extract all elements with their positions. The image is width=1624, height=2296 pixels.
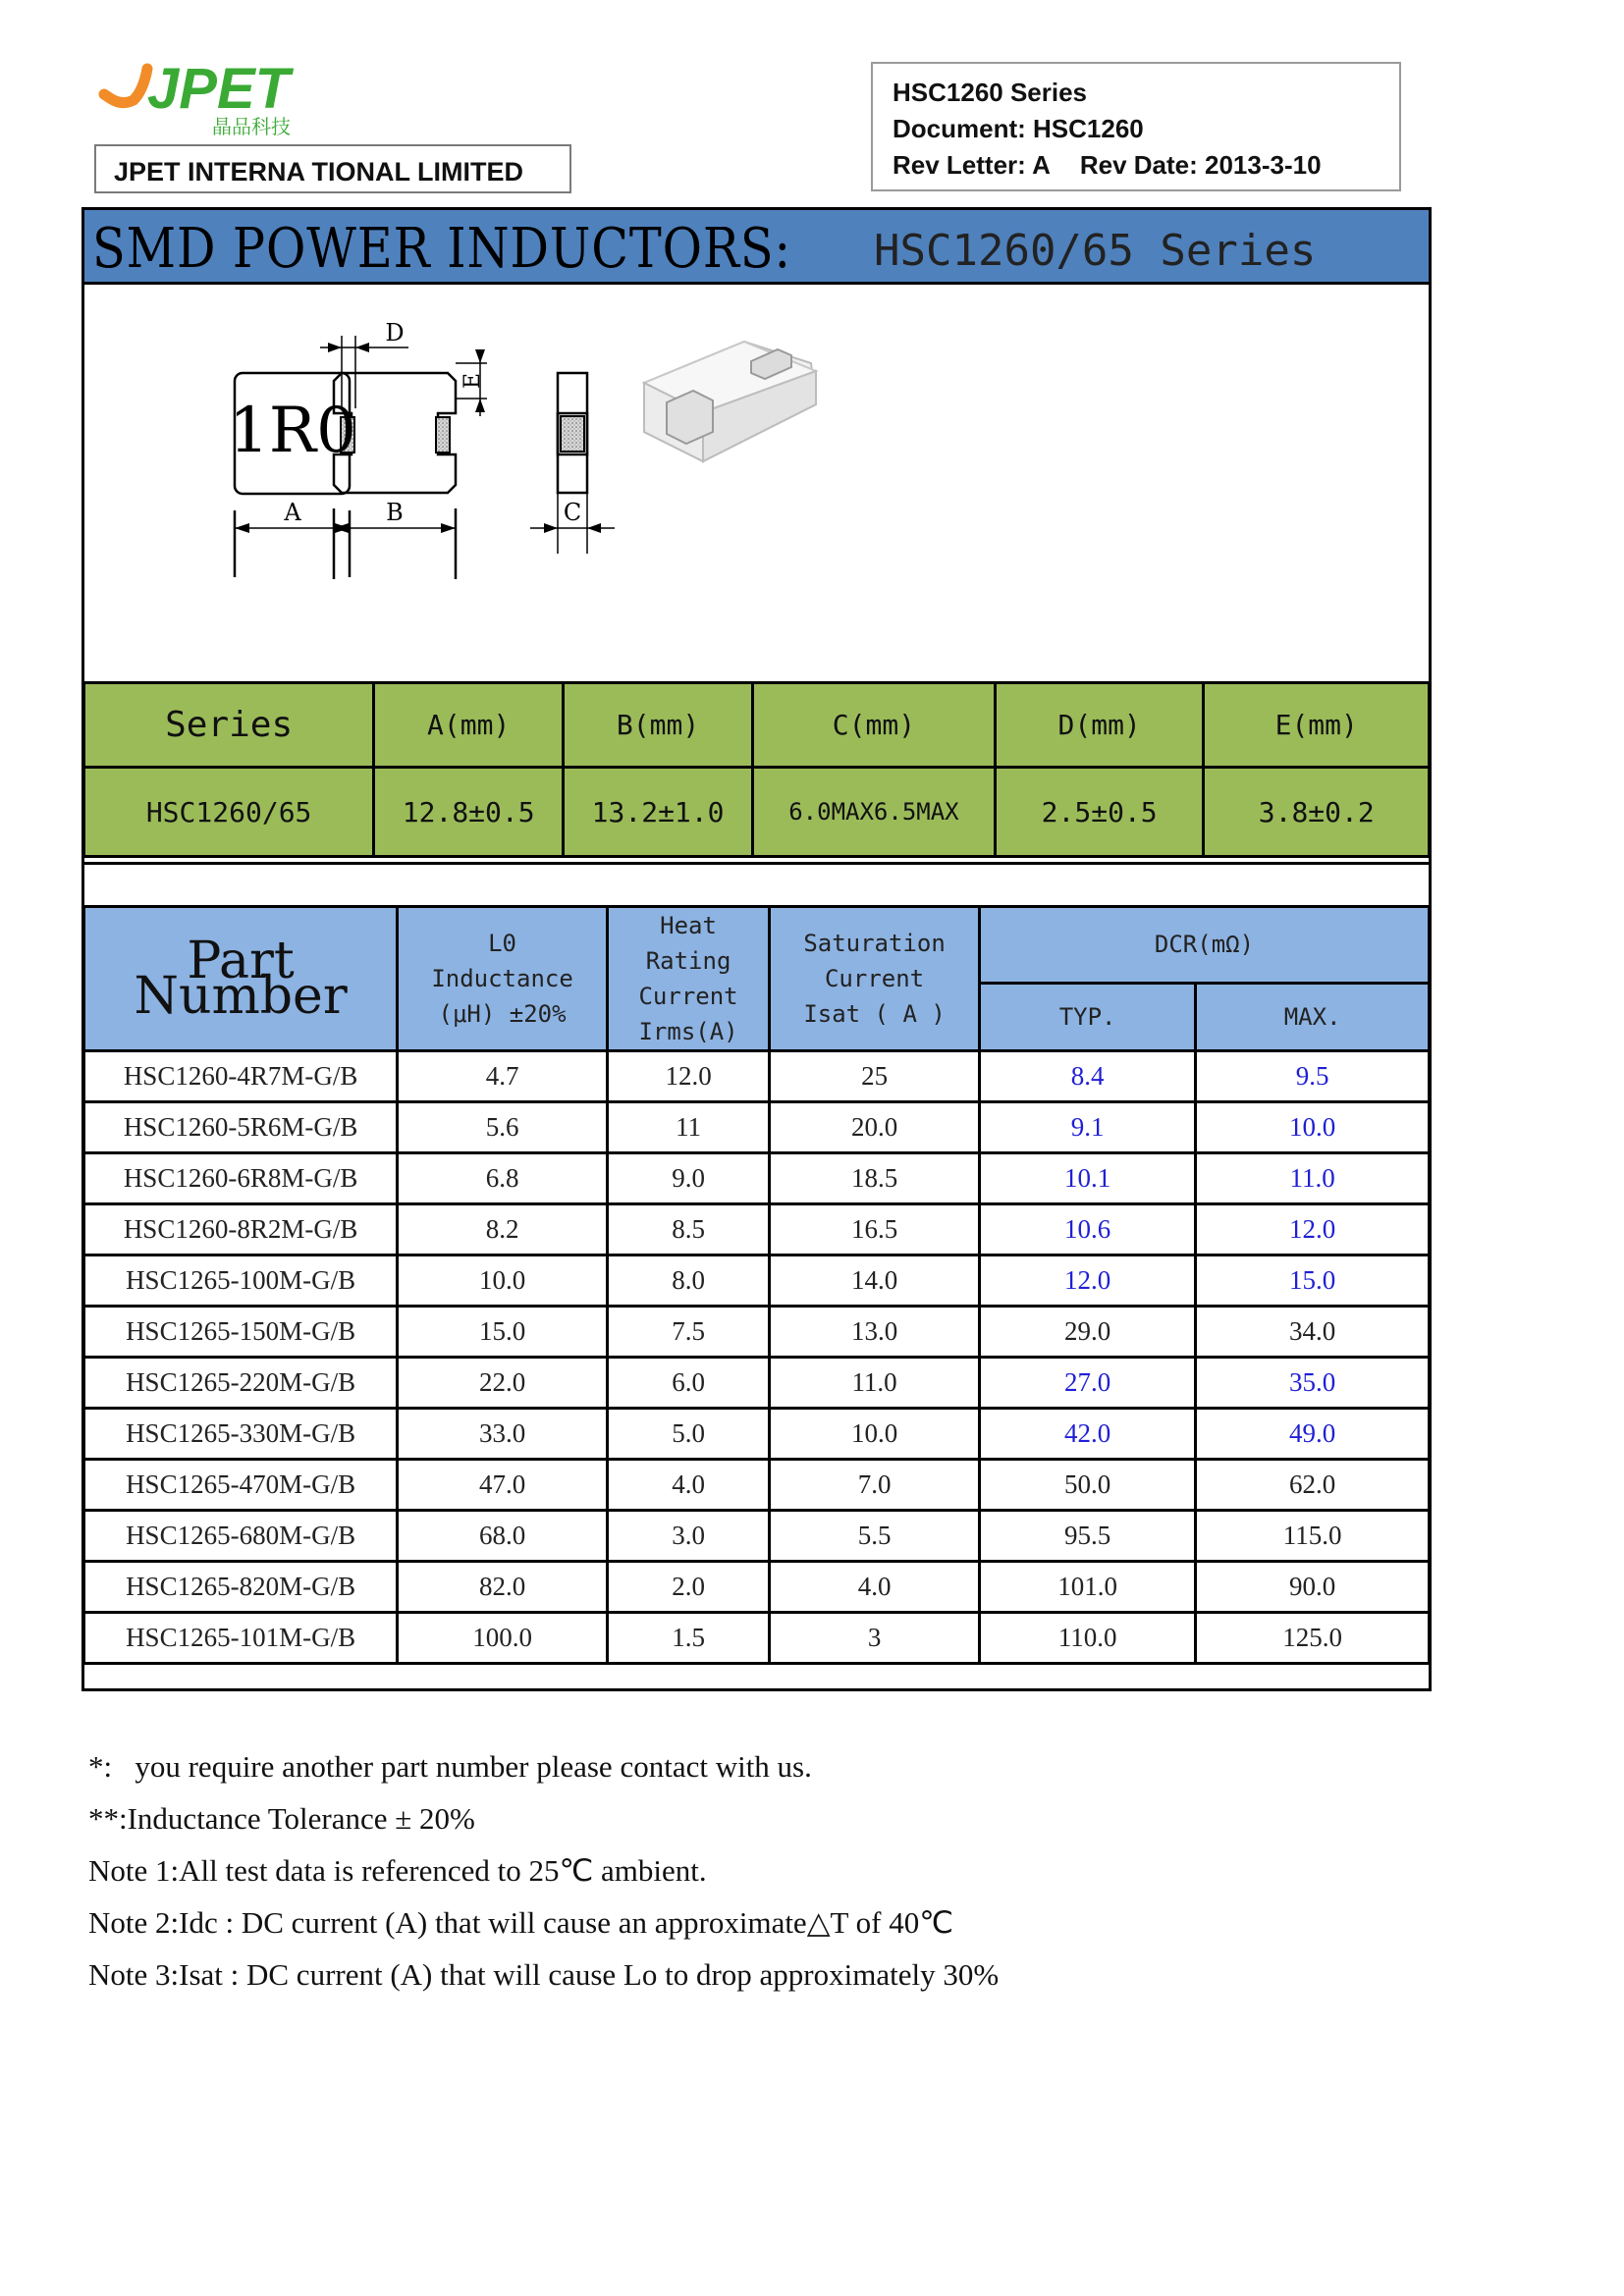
dcr-max-cell: 9.5 [1196, 1051, 1430, 1102]
table-row [84, 1153, 1430, 1204]
note-2: **:Inductance Tolerance ± 20% [88, 1801, 475, 1836]
part-number-cell: HSC1260-4R7M-G/B [84, 1051, 398, 1102]
irms-cell: 4.0 [607, 1460, 769, 1511]
isat-cell: 25 [770, 1051, 980, 1102]
dcr-typ-cell: 50.0 [979, 1460, 1195, 1511]
dim-label-e: E [460, 372, 485, 390]
dcr-typ-cell: 110.0 [979, 1613, 1195, 1664]
part-header-row [84, 907, 1430, 984]
irms-cell: 8.0 [607, 1255, 769, 1307]
inductance-cell: 5.6 [398, 1102, 608, 1153]
series-line: HSC1260 Series [893, 78, 1088, 107]
revision-line [893, 147, 1399, 184]
series-value: HSC1260/65 [84, 768, 374, 857]
dcr-max-cell: 11.0 [1196, 1153, 1430, 1204]
dcr-typ-cell: 27.0 [979, 1358, 1195, 1409]
dcr-max-cell: 15.0 [1196, 1255, 1430, 1307]
irms-cell: 9.0 [607, 1153, 769, 1204]
table-row [84, 1562, 1430, 1613]
part-number-cell: HSC1265-100M-G/B [84, 1255, 398, 1307]
table-row [84, 1613, 1430, 1664]
inductance-cell: 15.0 [398, 1307, 608, 1358]
isat-cell: 11.0 [770, 1358, 980, 1409]
part-number-cell: HSC1265-330M-G/B [84, 1409, 398, 1460]
dcr-typ-cell: 95.5 [979, 1511, 1195, 1562]
document-line: Document: HSC1260 [893, 114, 1144, 143]
dcr-typ-cell: 42.0 [979, 1409, 1195, 1460]
page-title: SMD POWER INDUCTORS: [92, 217, 792, 281]
dcr-typ-cell: 10.1 [979, 1153, 1195, 1204]
max-header: MAX. [1196, 983, 1430, 1050]
logo-text: JPET [147, 61, 291, 121]
dcr-header: DCR(mΩ) [979, 907, 1429, 984]
inductance-cell: 4.7 [398, 1051, 608, 1102]
table-row [84, 1307, 1430, 1358]
dcr-max-cell: 35.0 [1196, 1358, 1430, 1409]
series-header: Series [84, 683, 374, 768]
table-row [84, 1051, 1430, 1102]
dcr-typ-cell: 12.0 [979, 1255, 1195, 1307]
note-4: Note 2:Idc : DC current (A) that will cause an approximate△T of 40℃ [88, 1905, 954, 1940]
isat-cell: 5.5 [770, 1511, 980, 1562]
c-value: 6.0MAX6.5MAX [753, 768, 996, 857]
irms-cell: 6.0 [607, 1358, 769, 1409]
inductance-cell: 47.0 [398, 1460, 608, 1511]
part-number-cell: HSC1265-820M-G/B [84, 1562, 398, 1613]
isat-cell: 18.5 [770, 1153, 980, 1204]
irms-cell: 2.0 [607, 1562, 769, 1613]
isat-cell: 16.5 [770, 1204, 980, 1255]
irms-cell: 3.0 [607, 1511, 769, 1562]
irms-cell: 7.5 [607, 1307, 769, 1358]
document-info-box [871, 62, 1401, 191]
dcr-typ-cell: 9.1 [979, 1102, 1195, 1153]
dim-label-d: D [385, 319, 405, 347]
a-value: 12.8±0.5 [374, 768, 564, 857]
irms-cell: 12.0 [607, 1051, 769, 1102]
part-number-cell: HSC1265-220M-G/B [84, 1358, 398, 1409]
dcr-typ-cell: 101.0 [979, 1562, 1195, 1613]
inductance-header: L0 Inductance (μH) ±20% [398, 907, 608, 1051]
terminal-side [561, 416, 584, 452]
isat-cell: 20.0 [770, 1102, 980, 1153]
part-number-cell: HSC1265-150M-G/B [84, 1307, 398, 1358]
product-3d-view [644, 342, 816, 461]
dim-label-b: B [386, 499, 404, 526]
terminal-right [436, 417, 450, 453]
part-number-cell: HSC1265-470M-G/B [84, 1460, 398, 1511]
logo-subtitle: 晶品科技 [212, 115, 291, 138]
dcr-max-cell: 49.0 [1196, 1409, 1430, 1460]
irms-cell: 1.5 [607, 1613, 769, 1664]
saturation-header: Saturation Current Isat ( A ) [770, 907, 980, 1051]
table-row [84, 1409, 1430, 1460]
table-row [84, 1511, 1430, 1562]
note-5: Note 3:Isat : DC current (A) that will cause Lo to drop approximately 30% [88, 1957, 1000, 1992]
heat-rating-header: Heat Rating Current Irms(A) [607, 907, 769, 1051]
isat-cell: 10.0 [770, 1409, 980, 1460]
part-number-cell: HSC1260-8R2M-G/B [84, 1204, 398, 1255]
inductance-cell: 33.0 [398, 1409, 608, 1460]
company-logo [94, 61, 359, 139]
irms-cell: 5.0 [607, 1409, 769, 1460]
table-row [84, 1204, 1430, 1255]
inductance-cell: 22.0 [398, 1358, 608, 1409]
dimension-table [82, 681, 1431, 858]
part-number-cell: HSC1265-680M-G/B [84, 1511, 398, 1562]
inductance-cell: 10.0 [398, 1255, 608, 1307]
dcr-typ-cell: 10.6 [979, 1204, 1195, 1255]
c-header: C(mm) [753, 683, 996, 768]
b-value: 13.2±1.0 [564, 768, 753, 857]
d-value: 2.5±0.5 [995, 768, 1204, 857]
dimension-header-row [84, 683, 1430, 768]
part-number-cell: HSC1265-101M-G/B [84, 1613, 398, 1664]
table-row [84, 1460, 1430, 1511]
inductance-cell: 100.0 [398, 1613, 608, 1664]
rev-letter: Rev Letter: A [893, 150, 1051, 180]
isat-cell: 4.0 [770, 1562, 980, 1613]
e-value: 3.8±0.2 [1204, 768, 1430, 857]
inductance-cell: 68.0 [398, 1511, 608, 1562]
note-3: Note 1:All test data is referenced to 25℃ ambient. [88, 1853, 707, 1888]
dcr-max-cell: 10.0 [1196, 1102, 1430, 1153]
e-header: E(mm) [1204, 683, 1430, 768]
inductance-cell: 6.8 [398, 1153, 608, 1204]
a-header: A(mm) [374, 683, 564, 768]
dimension-drawing [84, 285, 1429, 682]
table-row [84, 1358, 1430, 1409]
dcr-typ-cell: 8.4 [979, 1051, 1195, 1102]
dcr-max-cell: 12.0 [1196, 1204, 1430, 1255]
company-name-box [94, 144, 571, 193]
inductance-cell: 82.0 [398, 1562, 608, 1613]
inductance-cell: 8.2 [398, 1204, 608, 1255]
dcr-max-cell: 90.0 [1196, 1562, 1430, 1613]
part-number-header: Part Number [84, 907, 398, 1051]
note-1: *: you require another part number please contact with us. [88, 1749, 812, 1784]
isat-cell: 3 [770, 1613, 980, 1664]
isat-cell: 7.0 [770, 1460, 980, 1511]
d-header: D(mm) [995, 683, 1204, 768]
part-number-cell: HSC1260-5R6M-G/B [84, 1102, 398, 1153]
marking-code: 1R0 [229, 395, 356, 467]
isat-cell: 13.0 [770, 1307, 980, 1358]
table-row [84, 1102, 1430, 1153]
notes [88, 1740, 999, 2001]
b-header: B(mm) [564, 683, 753, 768]
series-title: HSC1260/65 Series [874, 226, 1317, 276]
table-row [84, 1255, 1430, 1307]
dim-label-a: A [284, 499, 301, 526]
dcr-max-cell: 125.0 [1196, 1613, 1430, 1664]
irms-cell: 11 [607, 1102, 769, 1153]
dim-label-c: C [563, 499, 582, 526]
dcr-max-cell: 62.0 [1196, 1460, 1430, 1511]
typ-header: TYP. [979, 983, 1195, 1050]
isat-cell: 14.0 [770, 1255, 980, 1307]
part-number-cell: HSC1260-6R8M-G/B [84, 1153, 398, 1204]
dcr-typ-cell: 29.0 [979, 1307, 1195, 1358]
rev-date: Rev Date: 2013-3-10 [1079, 150, 1322, 180]
table-spacer [84, 862, 1429, 906]
part-number-table [82, 905, 1431, 1665]
company-name: JPET INTERNA TIONAL LIMITED [114, 157, 524, 187]
irms-cell: 8.5 [607, 1204, 769, 1255]
dimension-value-row [84, 768, 1430, 857]
logo-swoosh [104, 69, 147, 103]
dcr-max-cell: 115.0 [1196, 1511, 1430, 1562]
dcr-max-cell: 34.0 [1196, 1307, 1430, 1358]
